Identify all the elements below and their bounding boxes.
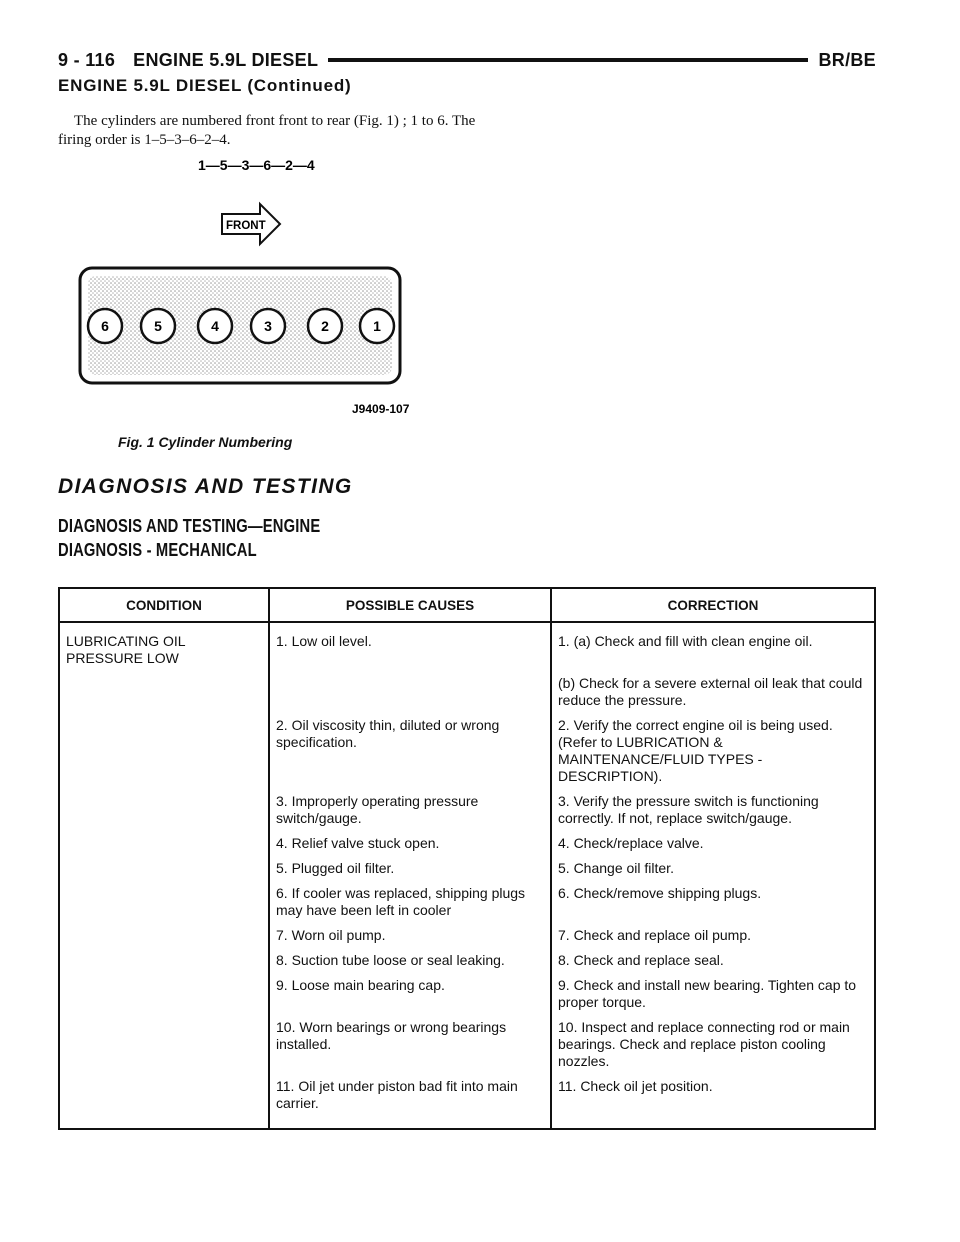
diagnosis-table bbox=[58, 587, 876, 1130]
table-row bbox=[59, 882, 875, 924]
cylinder-3 bbox=[251, 309, 285, 343]
figure-caption: Fig. 1 Cylinder Numbering bbox=[118, 434, 293, 450]
cylinder-4 bbox=[198, 309, 232, 343]
cause-cell: 9. Loose main bearing cap. bbox=[269, 974, 551, 1016]
svg-text:1: 1 bbox=[373, 318, 381, 334]
svg-text:3: 3 bbox=[264, 318, 272, 334]
table-row bbox=[59, 622, 875, 672]
correction-cell: 6. Check/remove shipping plugs. bbox=[558, 885, 762, 901]
intro-paragraph bbox=[58, 112, 478, 150]
svg-text:4: 4 bbox=[211, 318, 219, 334]
condition-cell bbox=[59, 857, 269, 882]
cause-cell: 5. Plugged oil filter. bbox=[269, 857, 551, 882]
engine-block-fill bbox=[88, 276, 392, 375]
subsection-title-engine: DIAGNOSIS AND TESTING—ENGINE bbox=[58, 516, 321, 536]
correction-cell: (b) Check for a severe external oil leak that could reduce the pressure. bbox=[558, 675, 863, 708]
header-model: BR/BE bbox=[818, 49, 876, 70]
header-rule bbox=[328, 58, 808, 62]
cause-cell bbox=[269, 672, 551, 714]
page-number: 9 - 116 bbox=[58, 49, 116, 70]
correction-cell: 3. Verify the pressure switch is functioning correctly. If not, replace switch/gauge. bbox=[558, 793, 819, 826]
correction-cell: 7. Check and replace oil pump. bbox=[558, 927, 751, 943]
header-section-title: ENGINE 5.9L DIESEL bbox=[133, 49, 319, 70]
condition-cell bbox=[59, 882, 269, 924]
front-label: FRONT bbox=[226, 220, 266, 232]
intro-text: The cylinders are numbered front front to rear (Fig. 1) ; 1 to 6. The firing order is 1–5–3–6–2–4. bbox=[58, 113, 476, 148]
subsection-title-mechanical: DIAGNOSIS - MECHANICAL bbox=[58, 540, 257, 560]
cylinder-1 bbox=[360, 309, 394, 343]
cylinder-2 bbox=[308, 309, 342, 343]
cause-cell: 11. Oil jet under piston bad fit into main carrier. bbox=[269, 1075, 551, 1129]
correction-cell: 5. Change oil filter. bbox=[558, 860, 674, 876]
cylinder-6 bbox=[88, 309, 122, 343]
cause-cell: 3. Improperly operating pressure switch/gauge. bbox=[269, 790, 551, 832]
column-header-condition: CONDITION bbox=[59, 588, 269, 622]
correction-cell: 1. (a) Check and fill with clean engine oil. bbox=[558, 633, 813, 649]
cause-cell: 4. Relief valve stuck open. bbox=[269, 832, 551, 857]
page-header bbox=[58, 46, 876, 74]
condition-cell: LUBRICATING OIL PRESSURE LOW bbox=[59, 622, 269, 672]
correction-cell: 4. Check/replace valve. bbox=[558, 835, 704, 851]
correction-cell: 9. Check and install new bearing. Tighten cap to proper torque. bbox=[558, 977, 857, 1010]
cause-cell: 8. Suction tube loose or seal leaking. bbox=[269, 949, 551, 974]
column-header-correction: CORRECTION bbox=[551, 588, 875, 622]
cause-cell: 1. Low oil level. bbox=[269, 622, 551, 672]
table-row bbox=[59, 974, 875, 1016]
condition-cell bbox=[59, 672, 269, 714]
correction-cell: 10. Inspect and replace connecting rod or main bearings. Check and replace piston cooling nozzles. bbox=[558, 1019, 850, 1069]
correction-cell: 11. Check oil jet position. bbox=[558, 1078, 713, 1094]
cause-cell: 2. Oil viscosity thin, diluted or wrong specification. bbox=[269, 714, 551, 790]
cylinder-numbering-figure bbox=[70, 150, 470, 440]
table-row bbox=[59, 672, 875, 714]
table-row bbox=[59, 790, 875, 832]
continued-title: ENGINE 5.9L DIESEL (Continued) bbox=[58, 76, 352, 95]
table-row bbox=[59, 857, 875, 882]
table-row bbox=[59, 714, 875, 790]
figure-id: J9409-107 bbox=[352, 402, 410, 416]
cylinder-5 bbox=[141, 309, 175, 343]
section-title: DIAGNOSIS AND TESTING bbox=[58, 475, 353, 498]
correction-cell: 8. Check and replace seal. bbox=[558, 952, 724, 968]
condition-cell bbox=[59, 1075, 269, 1129]
table-row bbox=[59, 949, 875, 974]
cause-cell: 7. Worn oil pump. bbox=[269, 924, 551, 949]
condition-cell bbox=[59, 790, 269, 832]
svg-text:6: 6 bbox=[101, 318, 109, 334]
cause-cell: 10. Worn bearings or wrong bearings installed. bbox=[269, 1016, 551, 1075]
table-row bbox=[59, 924, 875, 949]
svg-text:5: 5 bbox=[154, 318, 162, 334]
firing-order-label: 1—5—3—6—2—4 bbox=[198, 157, 315, 173]
table-row bbox=[59, 1016, 875, 1075]
table-header-row bbox=[59, 588, 875, 622]
condition-cell bbox=[59, 714, 269, 790]
condition-cell bbox=[59, 1016, 269, 1075]
column-header-causes: POSSIBLE CAUSES bbox=[269, 588, 551, 622]
table-row bbox=[59, 1075, 875, 1129]
table-row bbox=[59, 832, 875, 857]
condition-cell bbox=[59, 974, 269, 1016]
condition-cell bbox=[59, 924, 269, 949]
condition-cell bbox=[59, 832, 269, 857]
correction-cell: 2. Verify the correct engine oil is being used. (Refer to LUBRICATION & MAINTENANCE/FLUID TYPES - DESCRIPTION). bbox=[558, 717, 833, 784]
condition-cell bbox=[59, 949, 269, 974]
cause-cell: 6. If cooler was replaced, shipping plugs may have been left in cooler bbox=[269, 882, 551, 924]
svg-text:2: 2 bbox=[321, 318, 329, 334]
